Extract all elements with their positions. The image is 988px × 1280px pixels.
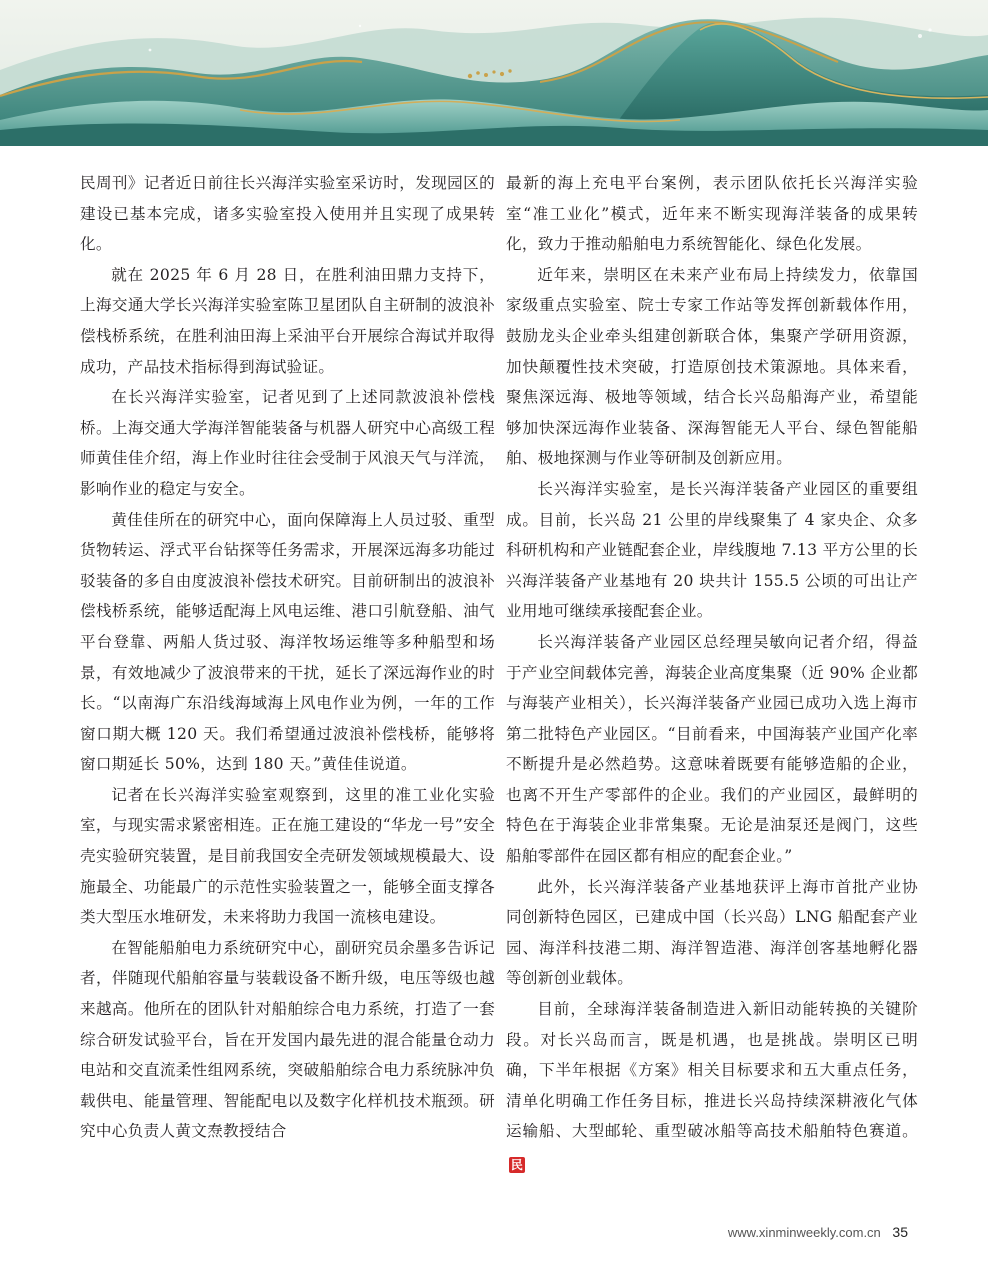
paragraph-final <box>506 994 918 1178</box>
paragraph: 在智能船舶电力系统研究中心，副研究员余墨多告诉记者，伴随现代船舶容量与装载设备不断升级，电压等级也越来越高。他所在的团队针对船舶综合电力系统，打造了一套综合研发试验平台，旨在开发国内最先进的混合能量仓动力电站和交直流柔性组网系统，突破船舶综合电力系统脉冲负载供电、能量管理、智能配电以及数字化样机技术瓶颈。研究中心负责人黄文焘教授结合 <box>80 938 495 1141</box>
page-footer <box>728 1224 908 1240</box>
paragraph: 长兴海洋装备产业园区总经理吴敏向记者介绍，得益于产业空间载体完善，海装企业高度集聚（近 90% 企业都与海装产业相关），长兴海洋装备产业园已成功入选上海市第二批特色产业园区。“目前看来，中国海装产业国产化率不断提升是必然趋势。这意味着既要有能够造船的企业，也离不开生产零部件的企业。我们的产业园区，最鲜明的特色在于海装企业非常集聚。无论是油泵还是阀门，这些船舶零部件在园区都有相应的配套企业。” <box>506 632 918 866</box>
article-right-column <box>506 168 918 1178</box>
paragraph: 记者在长兴海洋实验室观察到，这里的准工业化实验室，与现实需求紧密相连。正在施工建设的“华龙一号”安全壳实验研究装置，是目前我国安全壳研发领域规模最大、设施最全、功能最广的示范性实验装置之一，能够全面支撑各类大型压水堆研发，未来将助力我国一流核电建设。 <box>80 785 495 927</box>
website-url: www.xinminweekly.com.cn <box>727 1225 881 1240</box>
paragraph: 最新的海上充电平台案例，表示团队依托长兴海洋实验室“准工业化”模式，近年来不断实现海洋装备的成果转化，致力于推动船舶电力系统智能化、绿色化发展。 <box>506 174 918 254</box>
paragraph: 长兴海洋实验室，是长兴海洋装备产业园区的重要组成。目前，长兴岛 21 公里的岸线聚集了 4 家央企、众多科研机构和产业链配套企业，岸线腹地 7.13 平方公里的长兴海洋装备产业基地有 20 块共计 155.5 公顷的可出让产业用地可继续承接配套企业。 <box>506 479 918 621</box>
paragraph: 此外，长兴海洋装备产业基地获评上海市首批产业协同创新特色园区，已建成中国（长兴岛）LNG 船配套产业园、海洋科技港二期、海洋智造港、海洋创客基地孵化器等创新创业载体。 <box>506 877 918 988</box>
header-landscape-illustration <box>0 0 988 146</box>
paragraph: 黄佳佳所在的研究中心，面向保障海上人员过驳、重型货物转运、浮式平台钻探等任务需求，开展深远海多功能过驳装备的多自由度波浪补偿技术研究。目前研制出的波浪补偿栈桥系统，能够适配海上风电运维、港口引航登船、油气平台登靠、两船人货过驳、海洋牧场运维等多种船型和场景，有效地减少了波浪带来的干扰，延长了深远海作业的时长。“以南海广东沿线海域海上风电作业为例，一年的工作窗口期大概 120 天。我们希望通过波浪补偿栈桥，能够将窗口期延长 50%，达到 180 天。”黄佳佳说道。 <box>80 510 495 774</box>
end-mark-icon: 民 <box>510 1158 524 1172</box>
paragraph-text: 目前，全球海洋装备制造进入新旧动能转换的关键阶段。对长兴岛而言，既是机遇，也是挑战。崇明区已明确，下半年根据《方案》相关目标要求和五大重点任务，清单化明确工作任务目标，推进长兴岛持续深耕液化气体运输船、大型邮轮、重型破冰船等高技术船舶特色赛道。 <box>506 1000 918 1141</box>
page-number: 35 <box>892 1224 908 1240</box>
paragraph: 近年来，崇明区在未来产业布局上持续发力，依靠国家级重点实验室、院士专家工作站等发挥创新载体作用，鼓励龙头企业牵头组建创新联合体，集聚产学研用资源，加快颠覆性技术突破，打造原创技术策源地。具体来看，聚焦深远海、极地等领域，结合长兴岛船海产业，希望能够加快深远海作业装备、深海智能无人平台、绿色智能船舶、极地探测与作业等研制及创新应用。 <box>506 265 918 468</box>
paragraph: 就在 2025 年 6 月 28 日，在胜利油田鼎力支持下，上海交通大学长兴海洋实验室陈卫星团队自主研制的波浪补偿栈桥系统，在胜利油田海上采油平台开展综合海试并取得成功，产品技术指标得到海试验证。 <box>80 265 495 376</box>
paragraph: 在长兴海洋实验室，记者见到了上述同款波浪补偿栈桥。上海交通大学海洋智能装备与机器人研究中心高级工程师黄佳佳介绍，海上作业时往往会受制于风浪天气与洋流，影响作业的稳定与安全。 <box>80 388 495 498</box>
article-left-column <box>80 168 495 1147</box>
paragraph: 民周刊》记者近日前往长兴海洋实验室采访时，发现园区的建设已基本完成，诸多实验室投入使用并且实现了成果转化。 <box>80 174 495 254</box>
